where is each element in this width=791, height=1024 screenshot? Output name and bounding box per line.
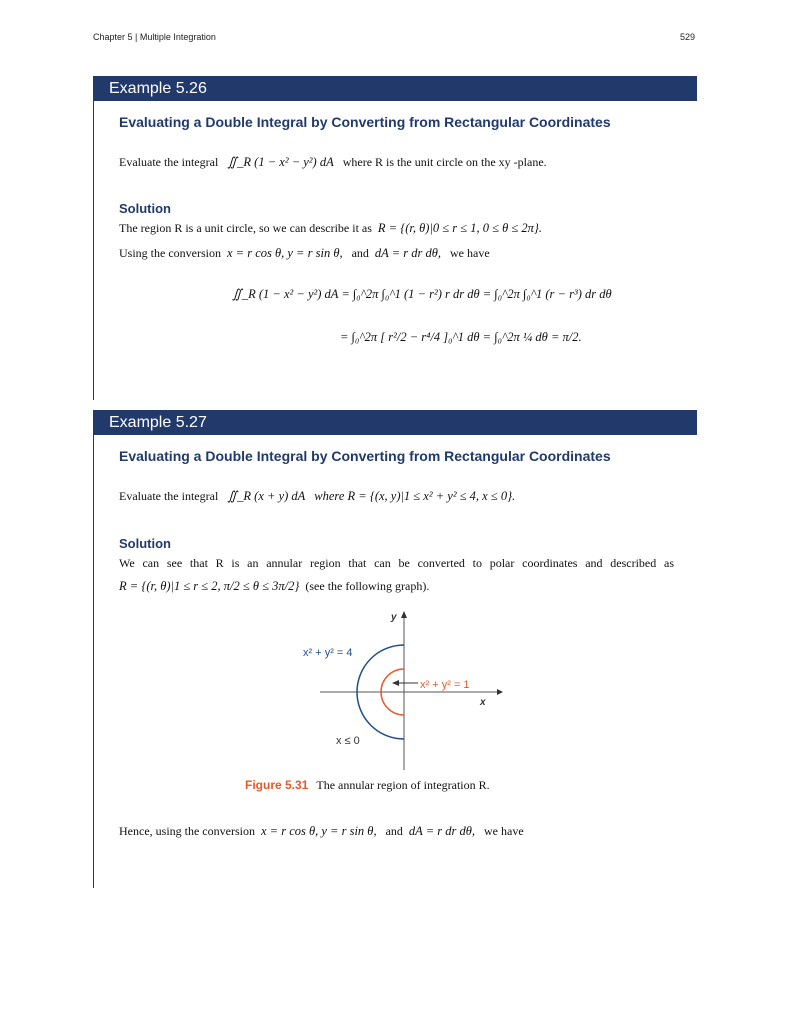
solution-math: R = {(r, θ)|1 ≤ r ≤ 2, π/2 ≤ θ ≤ 3π/2} (119, 579, 300, 593)
y-axis-arrow-icon (401, 611, 407, 618)
example-title: Evaluating a Double Integral by Converting from Rectangular Coordinates (119, 114, 611, 130)
equation-line: ∬_R (1 − x² − y²) dA = ∫₀^2π ∫₀^1 (1 − r²) r dr dθ = ∫₀^2π ∫₀^1 (r − r³) dr dθ (232, 287, 612, 301)
example-prompt (119, 488, 515, 504)
annular-region-figure (290, 605, 520, 775)
solution-text: and (351, 246, 369, 260)
solution-text: Using the conversion (119, 246, 221, 260)
example-label: Example 5.26 (109, 80, 207, 97)
example-title: Evaluating a Double Integral by Converting from Rectangular Coordinates (119, 448, 611, 464)
solution-text: we have (450, 246, 490, 260)
closing-text: Hence, using the conversion (119, 824, 255, 838)
prompt-text-suffix: where R is the unit circle on the xy -plane. (342, 155, 547, 169)
inner-circle-label: x² + y² = 1 (420, 679, 470, 691)
solution-math: dA = r dr dθ, (374, 246, 442, 260)
solution-math: R = {(r, θ)|0 ≤ r ≤ 1, 0 ≤ θ ≤ 2π}. (377, 221, 542, 235)
solution-heading: Solution (119, 201, 171, 216)
chapter-header: Chapter 5 | Multiple Integration (93, 32, 216, 42)
x-axis-label: x (480, 697, 486, 708)
x-axis-arrow-icon (497, 689, 503, 695)
solution-line (119, 246, 490, 261)
solution-heading: Solution (119, 536, 171, 551)
solution-line (119, 221, 542, 236)
solution-text: We can see that R is an annular region that can be converted to polar coordinates and described as (119, 556, 674, 570)
prompt-text-suffix: where R = {(x, y)|1 ≤ x² + y² ≤ 4, x ≤ 0}. (314, 489, 516, 503)
example-left-rule (93, 100, 94, 400)
closing-text: and (385, 824, 403, 838)
figure-caption (245, 778, 490, 793)
closing-text: we have (484, 824, 524, 838)
y-axis-label: y (391, 612, 397, 623)
equation-line: = ∫₀^2π [ r²/2 − r⁴/4 ]₀^1 dθ = ∫₀^2π ¼ dθ = π/2. (340, 330, 582, 344)
solution-math: x = r cos θ, y = r sin θ, (226, 246, 343, 260)
prompt-text: Evaluate the integral (119, 489, 219, 503)
example-banner (93, 410, 697, 435)
closing-line (119, 824, 524, 839)
closing-math: x = r cos θ, y = r sin θ, (260, 824, 377, 838)
page-number: 529 (680, 32, 696, 42)
closing-math: dA = r dr dθ, (408, 824, 475, 838)
prompt-math: ∬_R (x + y) dA (227, 489, 306, 503)
prompt-text: Evaluate the integral (119, 155, 219, 169)
example-label: Example 5.27 (109, 414, 207, 431)
example-left-rule (93, 434, 94, 888)
example-prompt (119, 154, 547, 170)
region-label: x ≤ 0 (336, 735, 360, 747)
pointer-arrow-icon (392, 680, 399, 686)
outer-circle-label: x² + y² = 4 (303, 647, 353, 659)
figure-number: Figure 5.31 (245, 778, 309, 792)
solution-text: The region R is a unit circle, so we can describe it as (119, 221, 372, 235)
prompt-math: ∬_R (1 − x² − y²) dA (227, 155, 334, 169)
caption-text: The annular region of integration R. (316, 778, 490, 792)
solution-text: (see the following graph). (305, 579, 430, 593)
example-banner (93, 76, 697, 101)
solution-line (119, 579, 429, 594)
